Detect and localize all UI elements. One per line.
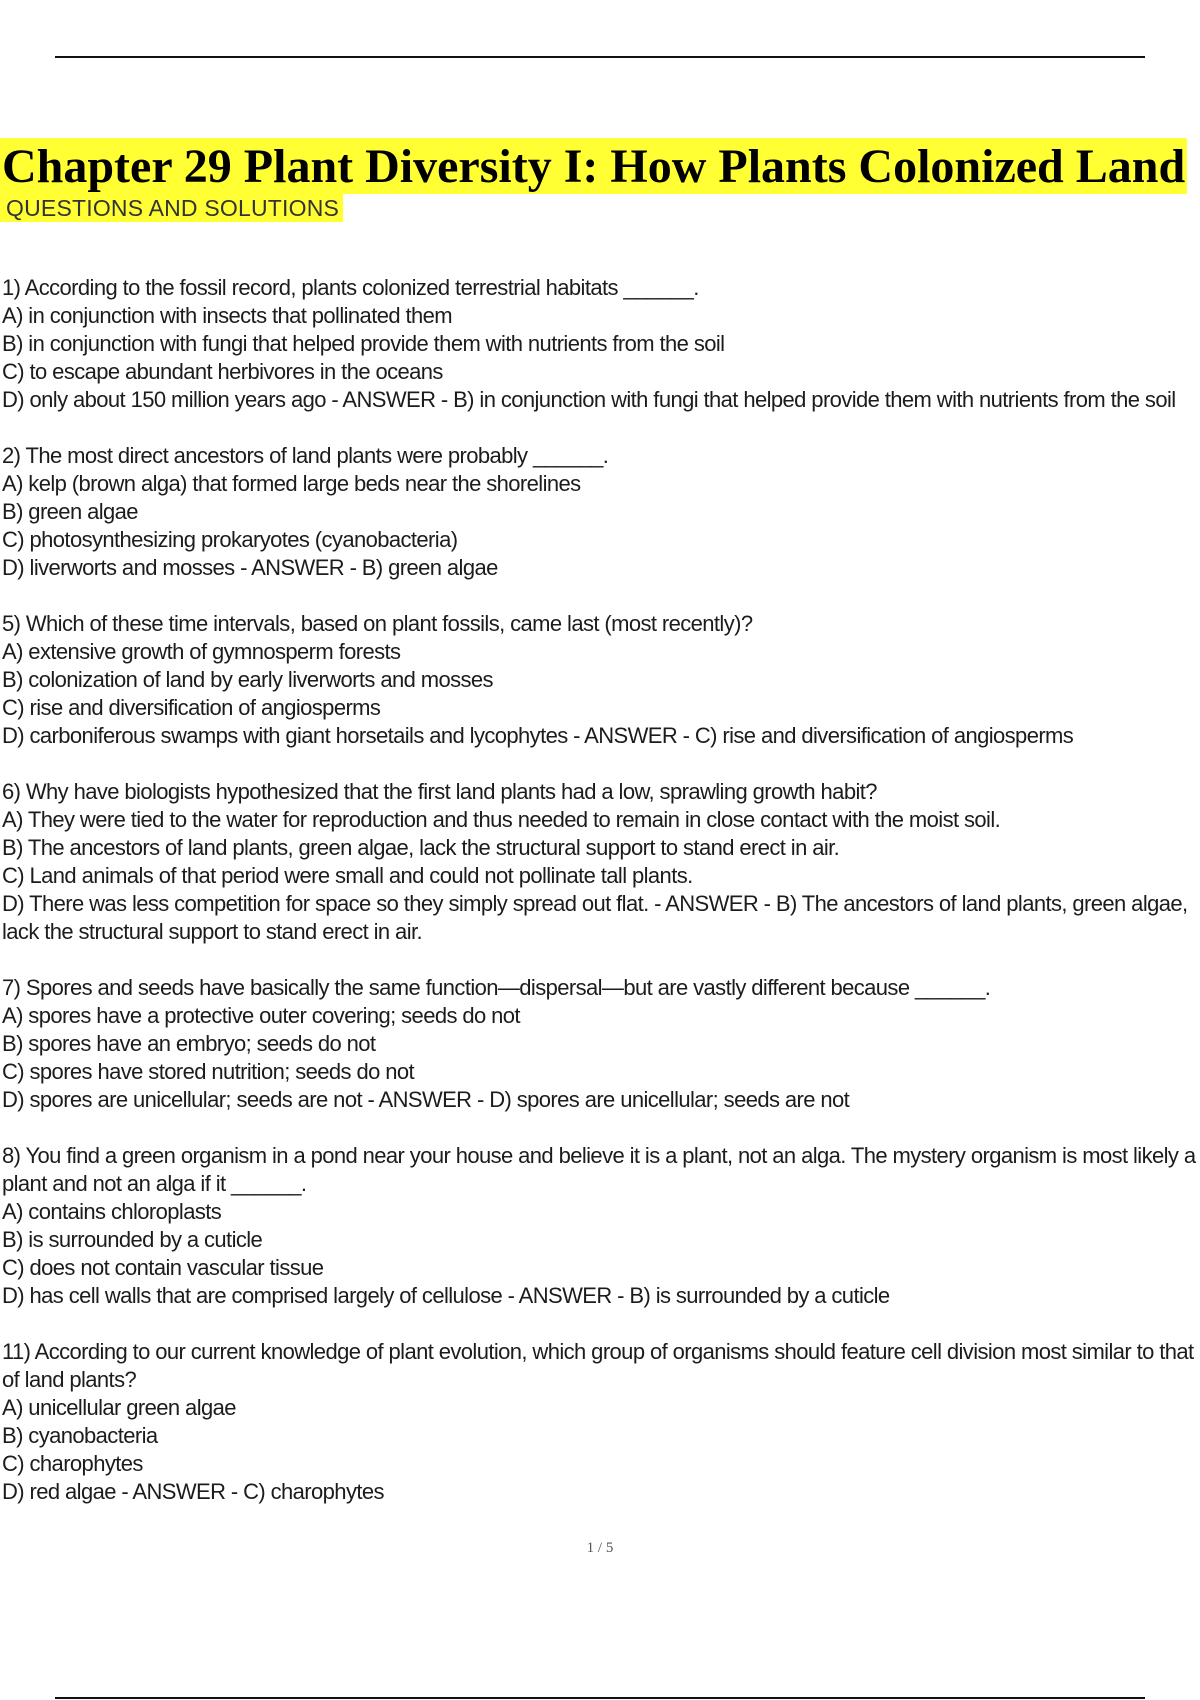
option-d-with-answer: D) liverworts and mosses - ANSWER - B) green algae [2, 555, 498, 580]
option-c: C) does not contain vascular tissue [2, 1255, 324, 1280]
option-d-with-answer: D) spores are unicellular; seeds are not - ANSWER - D) spores are unicellular; seeds are not [2, 1087, 850, 1112]
option-d-with-answer: D) There was less competition for space so they simply spread out flat. - ANSWER - B) The ancestors of land plants, green algae, lack the structural support to stand erect in air. [2, 891, 1188, 944]
option-a: A) unicellular green algae [2, 1395, 236, 1420]
option-b: B) is surrounded by a cuticle [2, 1227, 263, 1252]
option-d-with-answer: D) carboniferous swamps with giant horsetails and lycophytes - ANSWER - C) rise and diversification of angiosperms [2, 723, 1074, 748]
option-a: A) kelp (brown alga) that formed large beds near the shorelines [2, 471, 581, 496]
question-text: 2) The most direct ancestors of land plants were probably ______. [2, 443, 609, 468]
question-11 [2, 1338, 1198, 1506]
question-text: 11) According to our current knowledge of plant evolution, which group of organisms should feature cell division most similar to that of land plants? [2, 1339, 1194, 1392]
document-subtitle: QUESTIONS AND SOLUTIONS [0, 194, 343, 222]
question-list [2, 274, 1198, 1534]
option-c: C) Land animals of that period were small and could not pollinate tall plants. [2, 863, 693, 888]
option-c: C) rise and diversification of angiosperms [2, 695, 381, 720]
question-7 [2, 974, 1198, 1114]
option-a: A) contains chloroplasts [2, 1199, 222, 1224]
option-a: A) in conjunction with insects that pollinated them [2, 303, 452, 328]
page-number: 1 / 5 [586, 1540, 614, 1556]
option-c: C) charophytes [2, 1451, 143, 1476]
document-title: Chapter 29 Plant Diversity I: How Plants Colonized Land [2, 140, 1186, 193]
option-b: B) in conjunction with fungi that helped provide them with nutrients from the soil [2, 331, 725, 356]
option-d-with-answer: D) red algae - ANSWER - C) charophytes [2, 1479, 384, 1504]
option-a: A) spores have a protective outer covering; seeds do not [2, 1003, 520, 1028]
question-1 [2, 274, 1198, 414]
document-header [0, 138, 1200, 222]
option-c: C) photosynthesizing prokaryotes (cyanobacteria) [2, 527, 458, 552]
question-text: 6) Why have biologists hypothesized that the first land plants had a low, sprawling growth habit? [2, 779, 877, 804]
top-divider [55, 56, 1145, 58]
question-5 [2, 610, 1198, 750]
question-6 [2, 778, 1198, 946]
question-text: 7) Spores and seeds have basically the same function—dispersal—but are vastly different because ______. [2, 975, 991, 1000]
bottom-divider [55, 1697, 1145, 1699]
option-a: A) They were tied to the water for reproduction and thus needed to remain in close contact with the moist soil. [2, 807, 1001, 832]
option-b: B) green algae [2, 499, 138, 524]
option-d-with-answer: D) only about 150 million years ago - ANSWER - B) in conjunction with fungi that helped provide them with nutrients from the soil [2, 387, 1176, 412]
option-a: A) extensive growth of gymnosperm forests [2, 639, 401, 664]
question-8 [2, 1142, 1198, 1310]
question-text: 1) According to the fossil record, plants colonized terrestrial habitats ______. [2, 275, 699, 300]
option-b: B) The ancestors of land plants, green algae, lack the structural support to stand erect in air. [2, 835, 840, 860]
option-b: B) spores have an embryo; seeds do not [2, 1031, 376, 1056]
question-2 [2, 442, 1198, 582]
option-b: B) colonization of land by early liverworts and mosses [2, 667, 493, 692]
option-c: C) spores have stored nutrition; seeds do not [2, 1059, 415, 1084]
question-text: 5) Which of these time intervals, based on plant fossils, came last (most recently)? [2, 611, 753, 636]
option-d-with-answer: D) has cell walls that are comprised largely of cellulose - ANSWER - B) is surrounded by a cuticle [2, 1283, 890, 1308]
question-text: 8) You find a green organism in a pond near your house and believe it is a plant, not an alga. The mystery organism is most likely a plant and not an alga if it ______. [2, 1143, 1196, 1196]
option-b: B) cyanobacteria [2, 1423, 158, 1448]
option-c: C) to escape abundant herbivores in the oceans [2, 359, 443, 384]
